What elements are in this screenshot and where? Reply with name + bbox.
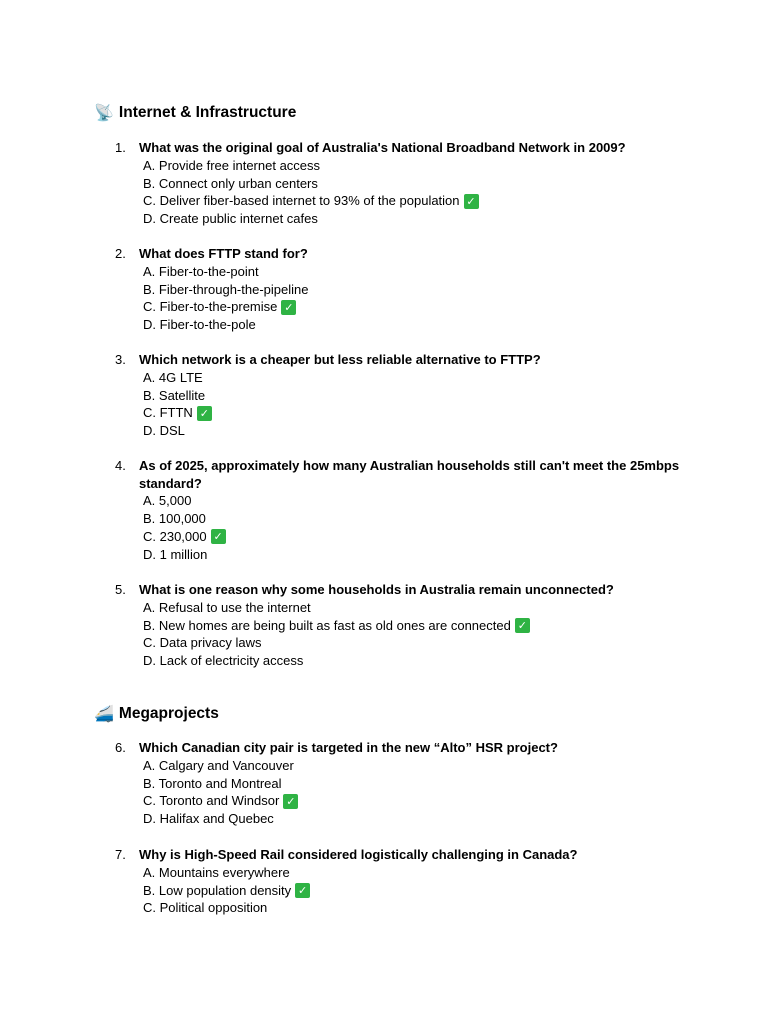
question-number: 5. [115,582,126,597]
answer-option: D. Create public internet cafes [143,211,318,227]
question-6 [115,739,685,828]
question-3 [115,351,685,440]
answer-option-correct: C. FTTN ✓ [143,404,685,422]
answer-option-correct: B. Low population density ✓ [143,882,685,900]
answer-option: C. Data privacy laws [143,635,262,651]
question-1 [115,139,685,228]
question-2 [115,245,685,334]
question-text: What was the original goal of Australia's National Broadband Network in 2009? [139,140,626,155]
section-heading-megaprojects [94,704,219,723]
answer-option: A. Provide free internet access [143,157,321,173]
question-text: As of 2025, approximately how many Australian households still can't meet the 25mbps standard? [139,458,680,491]
question-4 [115,457,685,564]
check-mark-icon: ✓ [295,883,310,898]
check-mark-icon: ✓ [283,794,298,809]
answer-option: D. DSL [143,423,185,439]
answer-option: D. 1 million [143,546,208,562]
question-number: 6. [115,740,126,755]
answer-option: C. Political opposition [143,900,268,916]
answer-option: D. Fiber-to-the-pole [143,317,256,333]
question-text: Which network is a cheaper but less reliable alternative to FTTP? [139,352,541,367]
section-title: Internet & Infrastructure [118,103,297,121]
question-text: What is one reason why some households in Australia remain unconnected? [139,582,614,597]
question-text: Which Canadian city pair is targeted in the new “Alto” HSR project? [139,740,558,755]
question-text: Why is High-Speed Rail considered logistically challenging in Canada? [139,847,578,862]
answer-option-correct: C. Deliver fiber-based internet to 93% of the population ✓ [143,192,685,210]
section-title: Megaprojects [118,704,219,722]
answer-option: B. Toronto and Montreal [143,775,282,791]
question-number: 7. [115,847,126,862]
check-mark-icon: ✓ [464,194,479,209]
answer-option-correct: C. 230,000 ✓ [143,528,685,546]
answer-option-correct: C. Fiber-to-the-premise ✓ [143,298,685,316]
check-mark-icon: ✓ [211,529,226,544]
answer-option: D. Lack of electricity access [143,653,304,669]
section-heading-internet-infrastructure [94,103,296,122]
question-number: 4. [115,458,126,473]
answer-option: A. Mountains everywhere [143,864,290,880]
answer-option: A. 5,000 [143,493,192,509]
high-speed-train-icon: 🚄 [94,704,114,723]
question-number: 2. [115,246,126,261]
answer-option: B. Connect only urban centers [143,175,318,191]
question-text: What does FTTP stand for? [139,246,308,261]
question-number: 1. [115,140,126,155]
answer-option-correct: C. Toronto and Windsor ✓ [143,792,685,810]
answer-option: A. Refusal to use the internet [143,599,311,615]
answer-option: B. 100,000 [143,511,206,527]
answer-option: B. Fiber-through-the-pipeline [143,281,309,297]
answer-option: A. Fiber-to-the-point [143,263,259,279]
answer-option: A. 4G LTE [143,369,203,385]
answer-option: D. Halifax and Quebec [143,811,274,827]
question-7 [115,846,685,917]
check-mark-icon: ✓ [515,618,530,633]
satellite-antenna-icon: 📡 [94,103,114,122]
check-mark-icon: ✓ [197,406,212,421]
question-number: 3. [115,352,126,367]
answer-option: A. Calgary and Vancouver [143,757,294,773]
check-mark-icon: ✓ [281,300,296,315]
answer-option-correct: B. New homes are being built as fast as old ones are connected ✓ [143,617,685,635]
answer-option: B. Satellite [143,387,206,403]
question-5 [115,581,685,670]
